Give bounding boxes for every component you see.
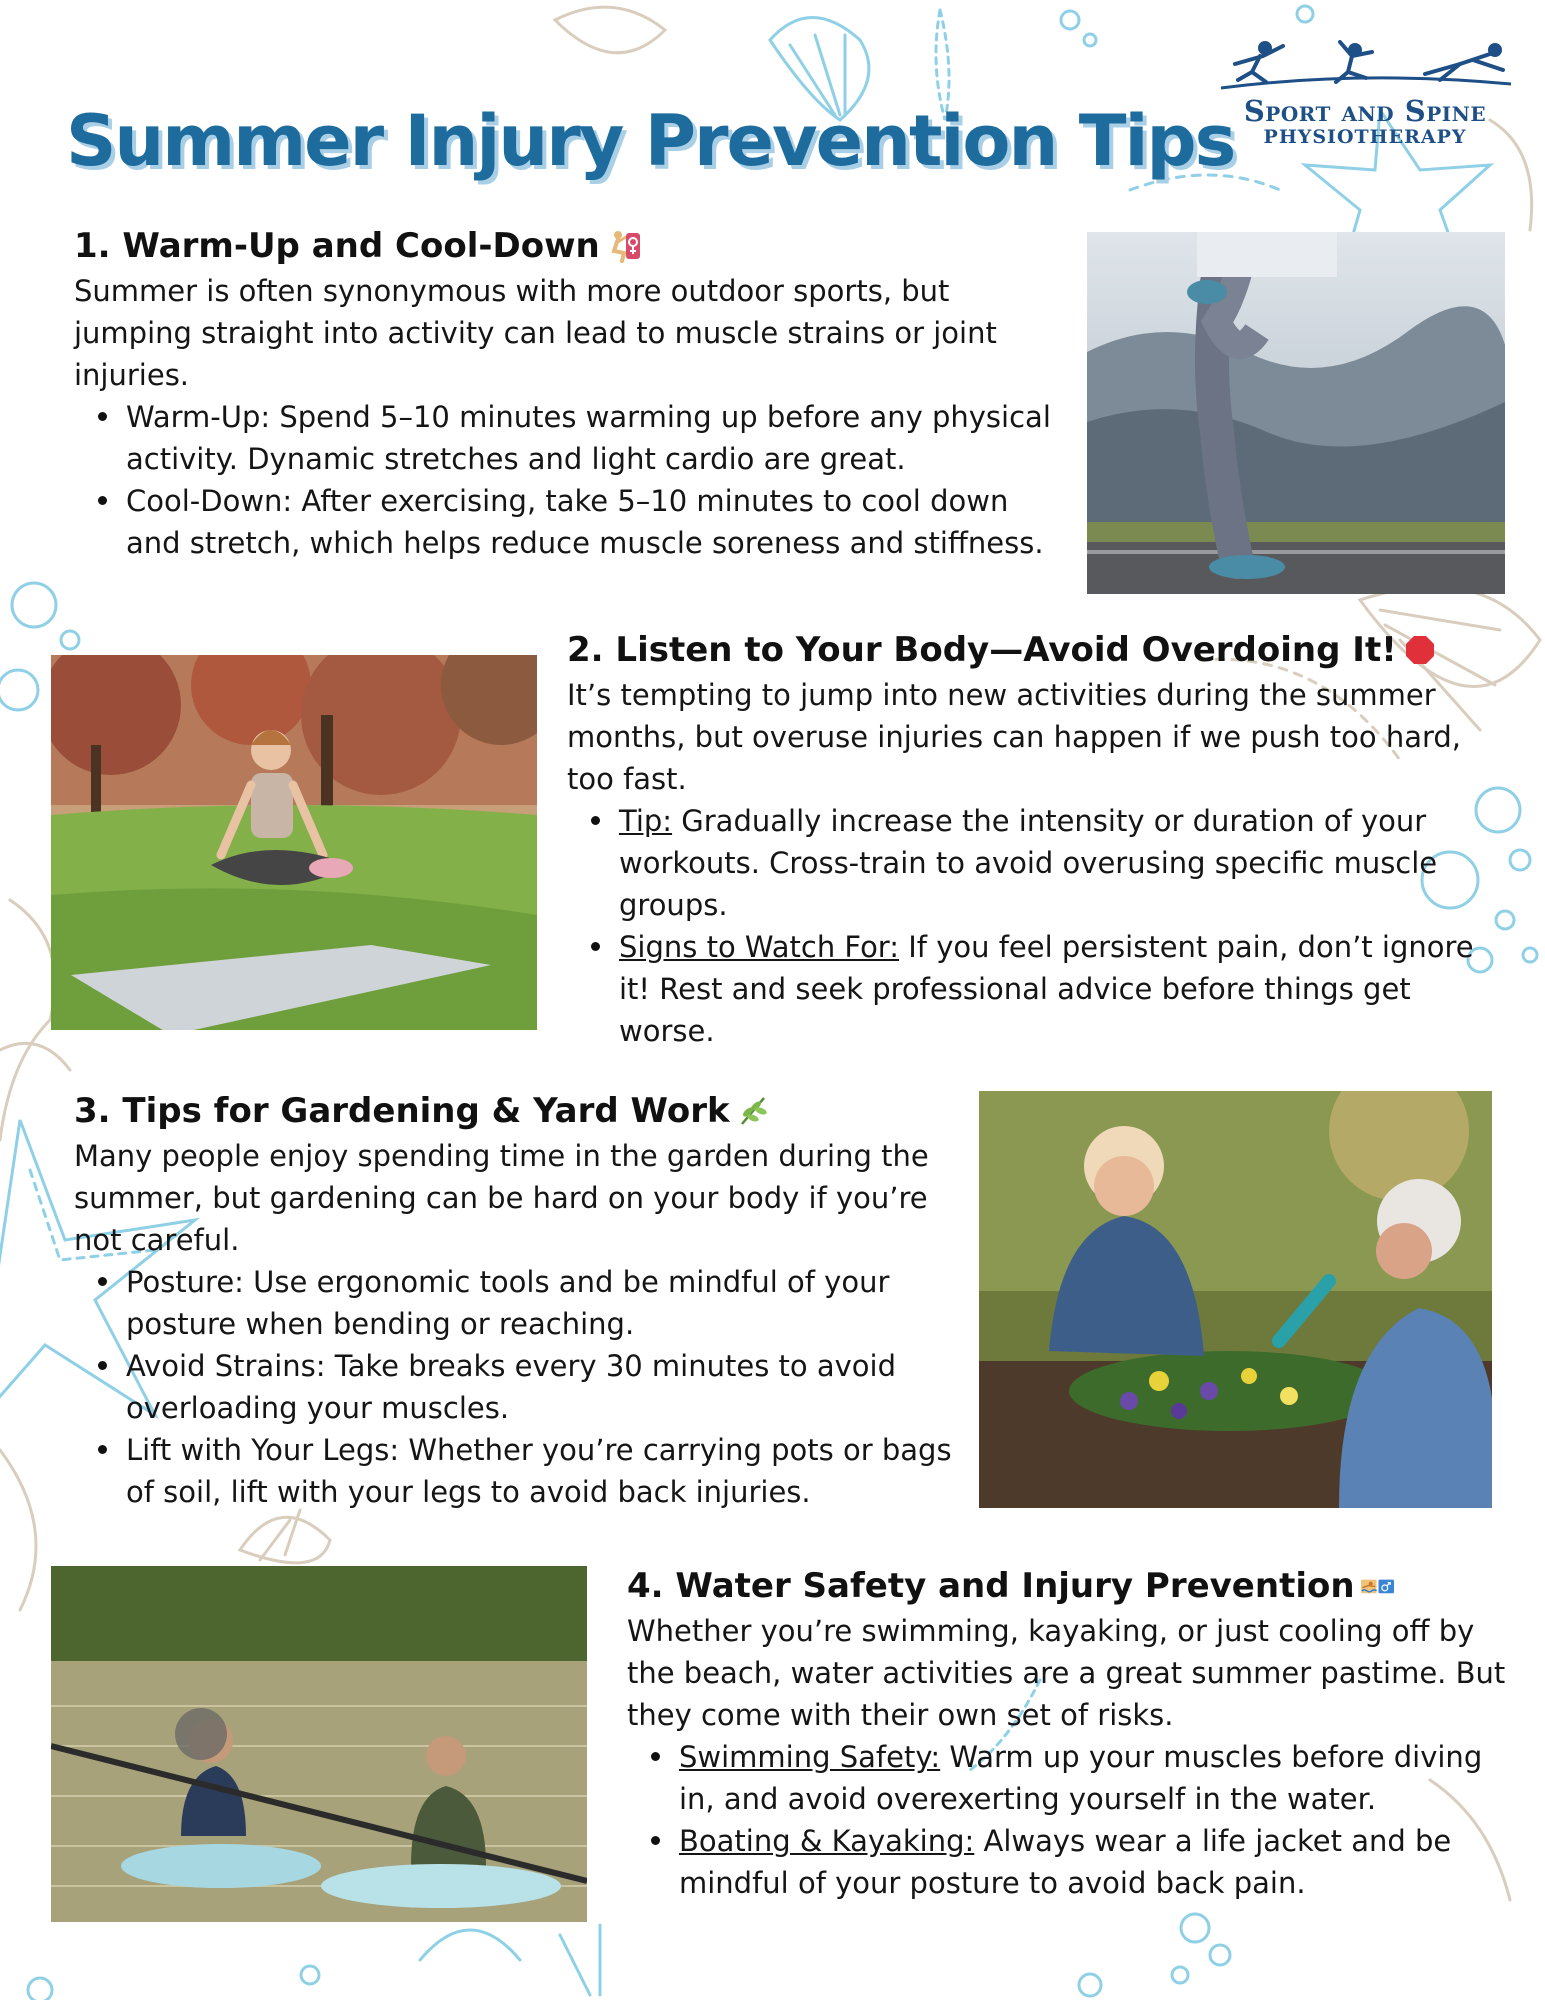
photo-yoga-in-park: [51, 655, 537, 1030]
herb-icon: [736, 1094, 770, 1128]
section-heading: 3. Tips for Gardening & Yard Work: [74, 1087, 964, 1135]
list-item: Signs to Watch For: If you feel persistent pain, don’t ignore it! Rest and seek professional advice before things get worse.: [583, 926, 1507, 1052]
section-heading: 4. Water Safety and Injury Prevention: [627, 1562, 1507, 1610]
list-item: Boating & Kayaking: Always wear a life jacket and be mindful of your posture to avoid back pain.: [643, 1820, 1507, 1904]
bullet-list: [583, 800, 1507, 1052]
section-listen-to-body: [567, 626, 1507, 1052]
person-stretching-icon: [606, 229, 640, 263]
list-item: Cool-Down: After exercising, take 5–10 minutes to cool down and stretch, which helps reduce muscle soreness and stiffness.: [90, 480, 1050, 564]
list-item: Posture: Use ergonomic tools and be mindful of your posture when bending or reaching.: [90, 1261, 964, 1345]
page-title: Summer Injury Prevention Tips: [66, 100, 1235, 182]
section-heading: 2. Listen to Your Body—Avoid Overdoing It!: [567, 626, 1507, 674]
list-item: Warm-Up: Spend 5–10 minutes warming up before any physical activity. Dynamic stretches and light cardio are great.: [90, 396, 1080, 480]
section-warm-up: [74, 222, 1064, 564]
section-intro: Many people enjoy spending time in the garden during the summer, but gardening can be hard on your body if you’re not careful.: [74, 1139, 929, 1257]
list-item: Tip: Gradually increase the intensity or duration of your workouts. Cross-train to avoid overusing specific muscle groups.: [583, 800, 1507, 926]
section-heading: 1. Warm-Up and Cool-Down: [74, 222, 1064, 270]
list-item: Lift with Your Legs: Whether you’re carrying pots or bags of soil, lift with your legs to avoid back injuries.: [90, 1429, 964, 1513]
runner-figures-icon: [1215, 38, 1515, 94]
list-item: Avoid Strains: Take breaks every 30 minutes to avoid overloading your muscles.: [90, 1345, 964, 1429]
section-intro: Whether you’re swimming, kayaking, or just cooling off by the beach, water activities are a great summer pastime. But they come with their own set of risks.: [627, 1614, 1506, 1732]
bullet-list: [90, 396, 1080, 564]
clinic-logo: [1215, 38, 1515, 158]
section-gardening: [74, 1087, 964, 1513]
photo-stretching-runner: [1087, 232, 1505, 594]
list-item: Swimming Safety: Warm up your muscles before diving in, and avoid overexerting yourself in the water.: [643, 1736, 1507, 1820]
person-swimming-icon: [1361, 1569, 1395, 1603]
photo-gardening-couple: [979, 1091, 1492, 1508]
photo-kayaking-couple: [51, 1566, 587, 1922]
logo-name: Sport and Spine: [1243, 94, 1487, 128]
section-water-safety: [627, 1562, 1507, 1904]
section-intro: It’s tempting to jump into new activities during the summer months, but overuse injuries can happen if we push too hard, too fast.: [567, 678, 1462, 796]
bullet-list: [90, 1261, 964, 1513]
stop-sign-icon: [1403, 633, 1437, 667]
section-intro: Summer is often synonymous with more outdoor sports, but jumping straight into activity can lead to muscle strains or joint injuries.: [74, 274, 997, 392]
logo-subtitle: PHYSIOTHERAPY: [1263, 126, 1467, 148]
bullet-list: [643, 1736, 1507, 1904]
